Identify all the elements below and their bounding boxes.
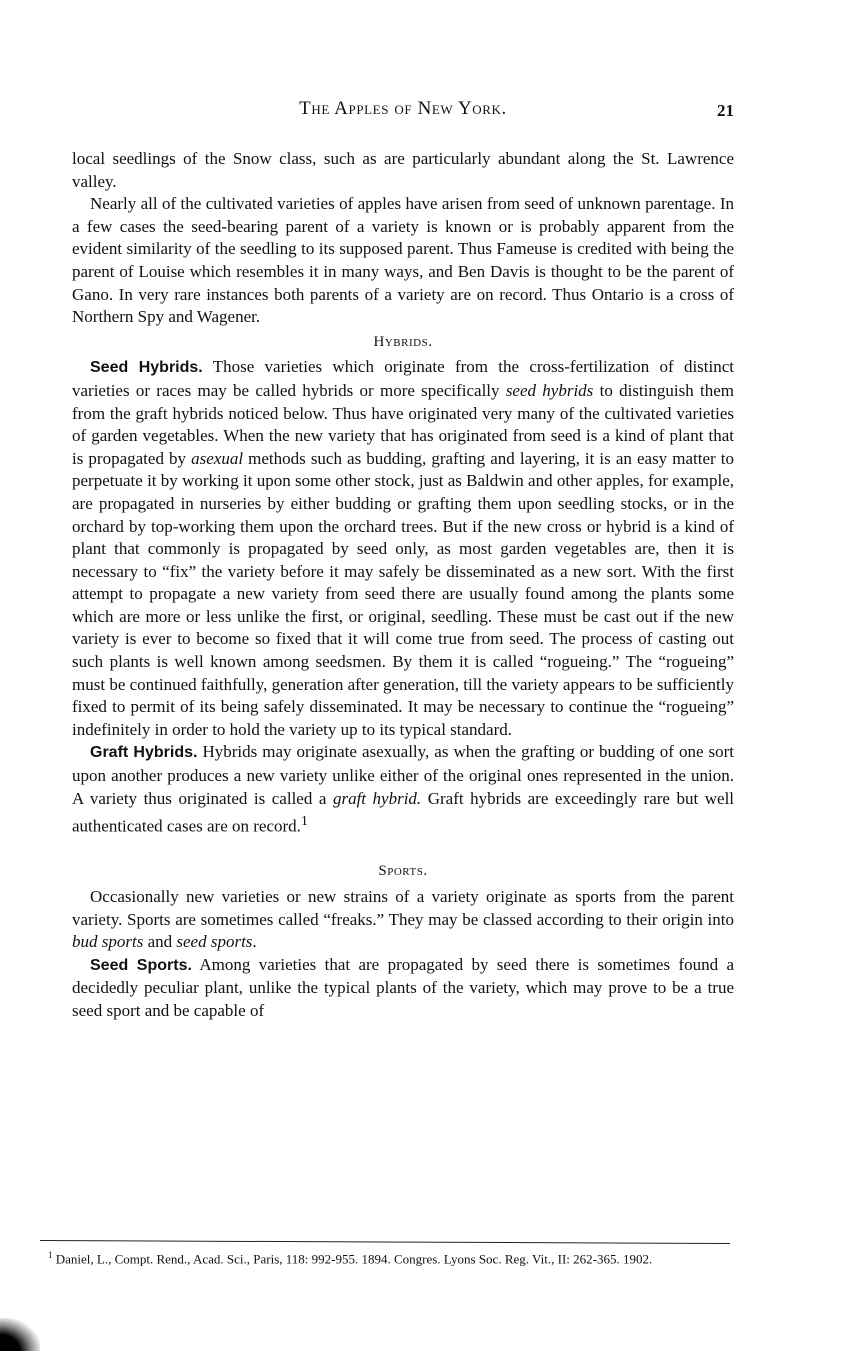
- footnote-divider: [40, 1240, 730, 1244]
- italic-term: seed hybrids: [505, 380, 594, 400]
- text-span: methods such as budding, grafting and layering, it is an easy matter to perpetuate it by working it upon some other stock, just as Baldwin and other apples, for example, are propagated in nurseries by either budding or grafting them upon seedling stocks, or in the orchard by top-working them upon the orchard trees. But if the new cross or hybrid is a kind of plant that commonly is propagated by seed only, as most garden vegetables are, then it is necessary to “fix” the variety before it may safely be disseminated as a new sort. With the first attempt to propagate a new variety from seed there are usually found among the plants some which are more or less unlike the first, or original, seedling. These must be cast out if the new variety is ever to become so fixed that it will come true from seed. The process of casting out such plants is well known among seedsmen. By them it is called “rogueing.” The “rogueing” must be continued faithfully, generation after generation, till the variety appears to be sufficiently fixed to permit of its being safely disseminated. It may be necessary to continue the “rogueing” indefinitely in order to hold the variety up to its typical standard.: [72, 448, 734, 739]
- paragraph-seed-sports: [72, 954, 734, 1023]
- italic-term: seed sports: [176, 932, 253, 952]
- footnote-marker: 1: [48, 1250, 53, 1260]
- italic-term: graft hybrid.: [332, 788, 422, 808]
- text-span: Hybrids may originate asexually, as when the grafting or budding of one sort upon another produces a new variety unlike either of the original ones represented in the union. A variety thus originated is called a: [72, 742, 735, 808]
- text-span: to distinguish them from the graft hybrids noticed below. Thus have originated very many of the cultivated varieties of garden vegetables. When the new variety that has originated from seed is a kind of plant that is propagated by: [72, 380, 734, 468]
- text-span: .: [252, 932, 257, 952]
- footnote-text: Daniel, L., Compt. Rend., Acad. Sci., Paris, 118: 992-955. 1894. Congres. Lyons Soc. Reg. Vit., II: 262-365. 1902.: [55, 1251, 653, 1267]
- text-span: and: [143, 932, 177, 952]
- body-text: [72, 148, 734, 1023]
- scan-artifact: [0, 1318, 40, 1351]
- italic-term: asexual: [191, 448, 244, 468]
- text-span: Among varieties that are propagated by seed there is sometimes found a decidedly peculiar plant, unlike the typical plants of the variety, which may prove to be a true seed sport and be capable of: [72, 954, 734, 1021]
- text-span: Graft hybrids are exceedingly rare but well authenticated cases are on record.: [72, 788, 735, 836]
- run-in-heading-seed-sports: Seed Sports.: [90, 956, 192, 974]
- footnote-reference[interactable]: 1: [300, 813, 308, 830]
- paragraph-continued: local seedlings of the Snow class, such as are particularly abundant along the St. Lawrence valley.: [72, 149, 734, 191]
- run-in-heading-graft-hybrids: Graft Hybrids.: [90, 744, 198, 762]
- running-head: [72, 98, 734, 124]
- paragraph-seed-hybrids: [72, 356, 734, 741]
- page-number: 21: [717, 101, 734, 120]
- text-span: Those varieties which originate from the cross-fertilization of distinct varieties or races may be called hybrids or more specifically: [72, 357, 735, 400]
- paragraph-parentage: Nearly all of the cultivated varieties of apples have arisen from seed of unknown parentage. In a few cases the seed-bearing parent of a variety is known or is probably apparent from the evident similarity of the seedling to its supposed parent. Thus Fameuse is credited with being the parent of Louise which resembles it in many ways, and Ben Davis is thought to be the parent of Gano. In very rare instances both parents of a variety are on record. Thus Ontario is a cross of Northern Spy and Wagener.: [72, 194, 734, 327]
- running-title: The Apples of New York.: [299, 98, 507, 119]
- italic-term: bud sports: [72, 932, 144, 952]
- paragraph-graft-hybrids: [72, 741, 734, 838]
- section-heading-hybrids: Hybrids.: [373, 333, 433, 350]
- paragraph-sports-intro: [72, 886, 734, 954]
- run-in-heading-seed-hybrids: Seed Hybrids.: [90, 359, 203, 377]
- section-heading-sports: Sports.: [378, 863, 428, 880]
- text-span: Occasionally new varieties or new strains of a variety originate as sports from the parent variety. Sports are sometimes called “freaks.” They may be classed according to their origin into: [72, 887, 734, 929]
- footnote: [40, 1247, 730, 1267]
